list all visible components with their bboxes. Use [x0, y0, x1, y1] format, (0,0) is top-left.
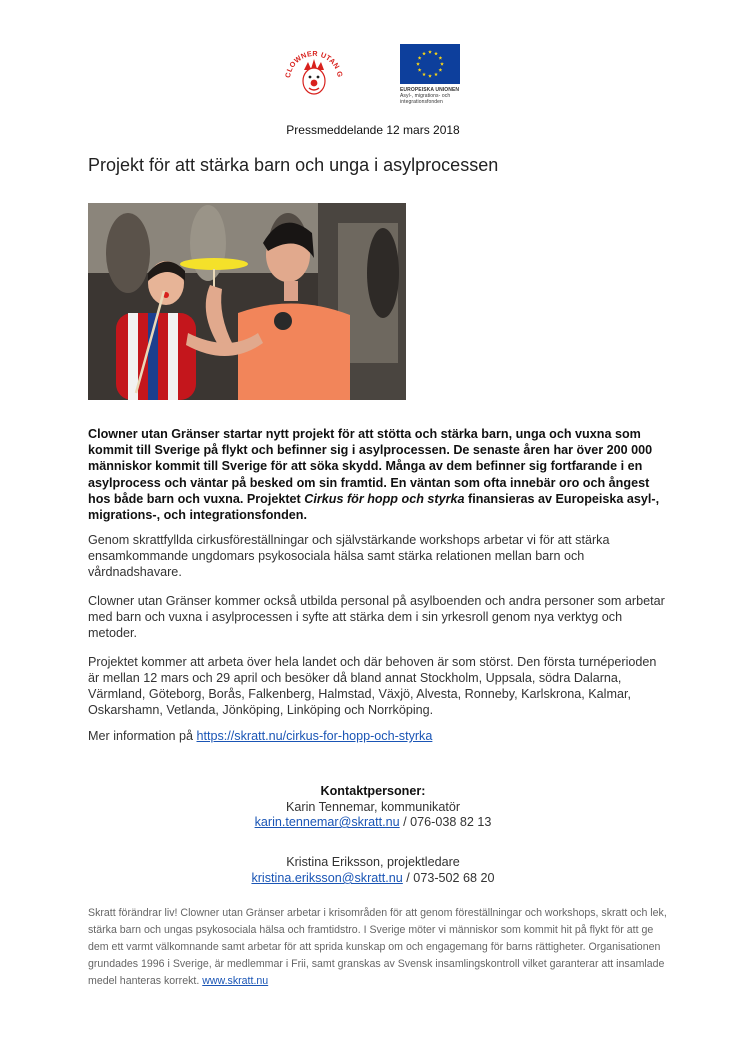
eu-logo-caption: [400, 87, 462, 105]
body-paragraph-2: Clowner utan Gränser kommer också utbilda personal på asylboenden och andra personer som arbetar med barn och vuxna i asylprocessen i syfte att stärka dem i sin yrkesroll genom nya verktyg och metoder.: [88, 594, 665, 640]
contact-1-phone: / 076-038 82 13: [399, 815, 492, 829]
eu-star-icon: [438, 56, 442, 60]
more-info-line: [88, 728, 668, 744]
boilerplate-text: Skratt förändrar liv! Clowner utan Gränser arbetar i krisområden för att genom föreställningar och workshops, skratt och lek, stärka barn och ungas psykosociala hälsa och framtidstro. I Sverige möter vi människor som kommit hit på flykt för att ge dem ett varmt välkomnande samt arbetar för att sprida kunskap om och engagemang för barns rättigheter. Organisationen grundades 1996 i Sverige, är medlemmar i Frii, samt granskas av Svensk insamlingskontroll vilket garanterar att insamlade medel hanteras korrekt.: [88, 907, 667, 987]
project-link[interactable]: https://skratt.nu/cirkus-for-hopp-och-styrka: [196, 729, 433, 743]
lead-text-end: finansieras av Europeiska asyl-, migrations-, och integrationsfonden.: [88, 491, 660, 523]
lead-paragraph: [88, 426, 668, 523]
clowner-utan-granser-logo: [282, 44, 346, 108]
contact-1-name: Karin Tennemar, kommunikatör: [285, 800, 461, 814]
eu-star-icon: [428, 50, 432, 54]
eu-star-icon: [422, 52, 426, 56]
contact-2-details: [0, 871, 746, 885]
organization-boilerplate: [88, 905, 668, 990]
eu-star-icon: [428, 74, 432, 78]
contact-2-email-link[interactable]: kristina.eriksson@skratt.nu: [251, 871, 403, 885]
contact-1-email-link[interactable]: karin.tennemar@skratt.nu: [254, 815, 400, 829]
contact-2-name: Kristina Eriksson, projektledare: [286, 855, 460, 869]
eu-fund-logo: [400, 44, 462, 110]
contacts-heading: Kontaktpersoner:: [320, 784, 426, 798]
eu-flag-icon: [400, 44, 460, 84]
lead-text: Clowner utan Gränser startar nytt projekt för att stötta och stärka barn, unga och vuxna som kommit till Sverige på flykt och befinner sig i asylprocessen. De senaste åren har över 200 000 människor kommit till Sverige för att söka skydd. Många av dem befinner sig fortfarande i en asylprocess och väntar på besked om sin framtid. En väntan som ofta innebär oro och ångest hos både barn och vuxna. Projektet: [88, 427, 653, 506]
body-paragraph-1: Genom skrattfyllda cirkusföreställningar och självstärkande workshops arbetar vi för att stärka ensamkommande ungdomars psykosociala hälsa samt stärka relationen mellan barn och vårdnadshavare.: [88, 533, 610, 579]
website-link[interactable]: www.skratt.nu: [202, 975, 269, 987]
circus-photo: [88, 203, 406, 400]
contact-2-phone: / 073-502 68 20: [402, 871, 495, 885]
eu-star-icon: [418, 68, 422, 72]
contact-1-details: [0, 815, 746, 829]
eu-star-icon: [434, 52, 438, 56]
eu-caption-line-2: Asyl-, migrations- och: [400, 93, 451, 99]
eu-star-icon: [434, 72, 438, 76]
eu-star-icon: [416, 62, 420, 66]
more-info-prefix: Mer information på: [88, 729, 197, 743]
body-paragraph-3: Projektet kommer att arbeta över hela landet och där behoven är som störst. Den första turnéperioden är mellan 12 mars och 29 april och besöker då bland annat Stockholm, Uppsala, södra Dalarna, Värmland, Göteborg, Borås, Falkenberg, Halmstad, Växjö, Alvesta, Ronneby, Karlskrona, Kalmar, Oskarshamn, Vetlanda, Jönköping, Linköping och Norrköping.: [88, 655, 657, 717]
eu-star-icon: [438, 68, 442, 72]
project-name-italic: Cirkus för hopp och styrka: [304, 491, 465, 506]
eu-caption-line-3: integrationsfonden: [400, 99, 443, 105]
press-release-date: Pressmeddelande 12 mars 2018: [286, 123, 460, 137]
page-title: Projekt för att stärka barn och unga i asylprocessen: [88, 155, 499, 175]
eu-star-icon: [440, 62, 444, 66]
eu-caption-line-1: EUROPEISKA UNIONEN: [400, 87, 460, 93]
svg-text:CLOWNER UTAN GRÄNSER: CLOWNER UTAN G: [283, 48, 345, 79]
eu-star-icon: [418, 56, 422, 60]
eu-star-icon: [422, 72, 426, 76]
